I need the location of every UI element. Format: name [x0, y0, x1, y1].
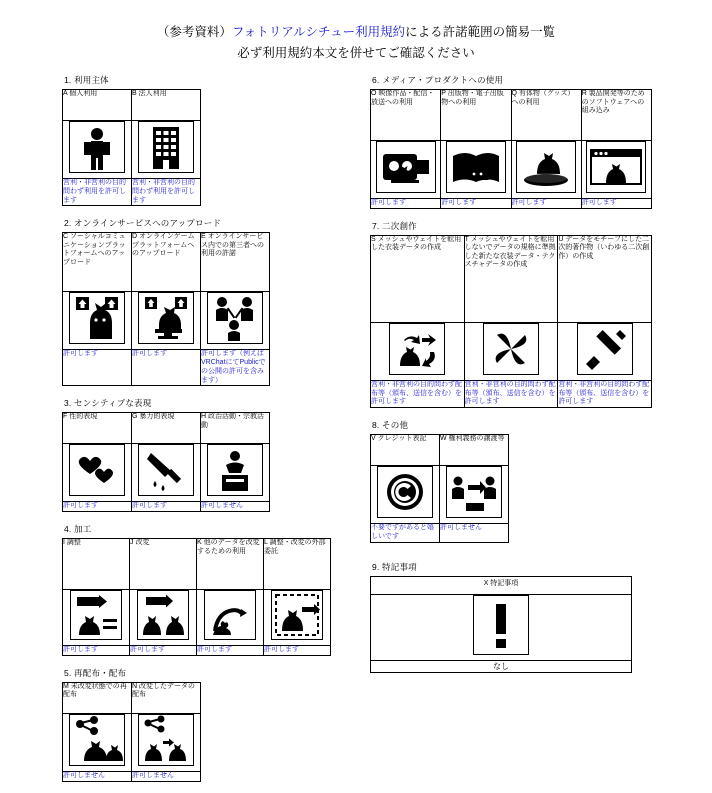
- book-cat-icon: [446, 141, 506, 193]
- left-column: [62, 74, 340, 793]
- table-row-permissions: [63, 350, 270, 386]
- table-row-icons: [371, 322, 652, 380]
- cell-header-O: O 映像作品・配信・放送への利用: [371, 90, 441, 141]
- cell-header-C: C ソーシャルコミュニケーションプラットフォームへのアップロード: [63, 233, 132, 292]
- page-title: [0, 22, 712, 65]
- table-row-header: [63, 233, 270, 292]
- other-data-icon: [204, 590, 256, 640]
- cell-icon-M: [63, 713, 132, 771]
- software-window-icon: [586, 141, 646, 193]
- table-row-icons: [63, 590, 331, 646]
- cell-header-X: X 特記事項: [371, 576, 632, 594]
- section-7: [370, 220, 652, 408]
- section-2-table: [62, 232, 270, 386]
- cell-header-U: U データをモチーフにした二次的著作物（いわゆる二次創作）の作成: [558, 235, 652, 322]
- section-9-heading: 9. 特記事項: [372, 561, 417, 572]
- upload-monitor-icon: [138, 292, 194, 344]
- section-6-table: [370, 89, 652, 209]
- cell-header-G: G 暴力的表現: [132, 413, 201, 444]
- cell-icon-S: [371, 322, 465, 380]
- cell-icon-F: [63, 444, 132, 502]
- cell-header-P: P 出版物・電子出版物への利用: [441, 90, 511, 141]
- table-row-permissions: [371, 199, 652, 209]
- section-6-heading: 6. メディア・プロダクトへの使用: [372, 75, 504, 85]
- cell-icon-V: [371, 466, 440, 524]
- cell-perm-N: 許可しません: [132, 771, 201, 781]
- table-row-permissions: [63, 646, 331, 656]
- section-7-table: [370, 235, 652, 408]
- table-row-permissions: [371, 380, 652, 407]
- table-row-icons: [371, 466, 509, 524]
- title-subline: 必ず利用規約本文を併せてご確認ください: [237, 46, 475, 61]
- cell-perm-F: 許可します: [63, 502, 132, 512]
- cell-perm-V: 不要ですがあると嬉しいです: [371, 524, 440, 543]
- section-8-heading: 8. その他: [372, 420, 409, 430]
- cell-perm-D: 許可します: [132, 350, 201, 386]
- section-3-heading: 3. センシティブな表現: [64, 398, 152, 409]
- table-row-header: [63, 413, 270, 444]
- cell-icon-B: [132, 121, 201, 179]
- cell-icon-E: [201, 292, 270, 350]
- cell-header-Q: Q 有体物（グッズ）への利用: [511, 90, 581, 141]
- cell-icon-C: [63, 292, 132, 350]
- mesh-reuse-icon: [389, 323, 445, 375]
- cell-perm-Q: 許可します: [511, 199, 581, 209]
- section-6: [370, 74, 652, 209]
- broadcast-cat-icon: [376, 141, 436, 193]
- cell-perm-B: 営利・非営利の目的問わず利用を許可します: [132, 179, 201, 206]
- table-row-header: [371, 435, 509, 466]
- section-1-heading: 1. 利用主体: [64, 75, 109, 85]
- section-3-table: [62, 412, 270, 512]
- cell-header-L: L 調整・改変の外部委託: [264, 539, 331, 590]
- cell-header-M: M 未改変状態での再配布: [63, 682, 132, 713]
- cell-header-W: W 権利義務の譲渡等: [440, 435, 509, 466]
- cell-header-T: T メッシュやウェイトを転用しないでデータの規格に準拠した新たな衣装データ・テクスチャデータの作成: [464, 235, 558, 322]
- table-row-header: [63, 90, 201, 121]
- cell-icon-P: [441, 141, 511, 199]
- cell-perm-K: 許可します: [197, 646, 264, 656]
- title-terms-link[interactable]: フォトリアルシチュー利用規約: [231, 25, 406, 39]
- cell-icon-W: [440, 466, 509, 524]
- building-icon: [138, 121, 194, 173]
- cell-icon-X: [371, 594, 632, 660]
- cell-header-K: K 他のデータを改変するための利用: [197, 539, 264, 590]
- table-row-header: [63, 682, 201, 713]
- section-8-table: [370, 434, 509, 543]
- share-cat-icon: [69, 714, 125, 766]
- cell-perm-W: 許可しません: [440, 524, 509, 543]
- section-4-heading: 4. 加工: [64, 524, 92, 534]
- cell-icon-Q: [511, 141, 581, 199]
- modify-cats-icon: [137, 590, 189, 640]
- cell-perm-R: 許可します: [581, 199, 651, 209]
- cell-icon-D: [132, 292, 201, 350]
- person-icon: [69, 121, 125, 173]
- distribute-modified-icon: [138, 714, 194, 766]
- cell-icon-H: [201, 444, 270, 502]
- podium-icon: [207, 444, 263, 496]
- section-8: [370, 419, 652, 543]
- cell-icon-A: [63, 121, 132, 179]
- cell-perm-C: 許可します: [63, 350, 132, 386]
- hearts-icon: [69, 444, 125, 496]
- section-2: [62, 217, 340, 386]
- section-9-table: [370, 576, 632, 673]
- cell-header-F: F 性的表現: [63, 413, 132, 444]
- table-row-header: [371, 235, 652, 322]
- cell-perm-P: 許可します: [441, 199, 511, 209]
- title-suffix: による許諾範囲の簡易一覧: [405, 25, 556, 39]
- table-row-icons: [63, 713, 201, 771]
- table-row-icons: [63, 444, 270, 502]
- cell-perm-T: 営利・非営利の目的問わず配布等（頒布、送信を含む）を許可します: [464, 380, 558, 407]
- cell-header-J: J 改変: [130, 539, 197, 590]
- table-row-permissions: [63, 771, 201, 781]
- cell-icon-I: [63, 590, 130, 646]
- cell-header-I: I 調整: [63, 539, 130, 590]
- cell-icon-L: [264, 590, 331, 646]
- cell-header-N: N 改変したデータの配布: [132, 682, 201, 713]
- upload-cat-icon: [69, 292, 125, 344]
- cell-perm-X: なし: [371, 660, 632, 672]
- table-row-icons: [63, 292, 270, 350]
- cell-perm-E: 許可します（例えばVRChatにてPublicでの公開の許可を含みます）: [201, 350, 270, 386]
- copyright-icon: [377, 466, 433, 518]
- cell-icon-T: [464, 322, 558, 380]
- section-5-heading: 5. 再配布・配布: [64, 667, 127, 678]
- title-prefix: （参考資料）: [156, 25, 232, 39]
- cell-icon-R: [581, 141, 651, 199]
- cell-header-A: A 個人利用: [63, 90, 132, 121]
- cell-header-R: R 製品開発等のためのソフトウェアへの組み込み: [581, 90, 651, 141]
- section-4: [62, 523, 340, 656]
- cell-icon-G: [132, 444, 201, 502]
- cell-perm-L: 許可します: [264, 646, 331, 656]
- section-7-heading: 7. 二次創作: [372, 220, 417, 231]
- table-row-permissions: [63, 502, 270, 512]
- goods-cat-icon: [516, 141, 576, 193]
- cell-perm-J: 許可します: [130, 646, 197, 656]
- cell-icon-U: [558, 322, 652, 380]
- section-5: [62, 667, 340, 782]
- section-9: [370, 561, 652, 673]
- section-3: [62, 397, 340, 512]
- cell-icon-J: [130, 590, 197, 646]
- outsource-icon: [271, 590, 323, 640]
- cell-perm-A: 営利・非営利の目的問わず利用を許可します: [63, 179, 132, 206]
- table-row-icons: [371, 141, 652, 199]
- cell-header-E: E オンラインサービス内での第三者への利用の許諾: [201, 233, 270, 292]
- new-costume-icon: [483, 323, 539, 375]
- table-row-header: [371, 576, 632, 594]
- third-party-icon: [207, 292, 263, 344]
- cell-header-S: S メッシュやウェイトを転用した衣装データの作成: [371, 235, 465, 322]
- brush-icon: [577, 323, 633, 375]
- section-5-table: [62, 682, 201, 782]
- cell-icon-N: [132, 713, 201, 771]
- table-row-header: [371, 90, 652, 141]
- right-column: [370, 74, 652, 684]
- cell-perm-O: 許可します: [371, 199, 441, 209]
- section-4-table: [62, 538, 331, 656]
- section-2-heading: 2. オンラインサービスへのアップロード: [64, 218, 222, 229]
- table-row-permissions: [63, 179, 201, 206]
- cell-header-B: B 法人利用: [132, 90, 201, 121]
- knife-icon: [138, 444, 194, 496]
- exclamation-icon: [473, 595, 529, 655]
- cell-perm-M: 許可しません: [63, 771, 132, 781]
- adjust-equal-icon: [70, 590, 122, 640]
- section-1: [62, 74, 340, 206]
- cell-header-V: V クレジット表記: [371, 435, 440, 466]
- cell-icon-K: [197, 590, 264, 646]
- table-row-permissions: [371, 524, 509, 543]
- section-1-table: [62, 89, 201, 206]
- cell-perm-H: 許可しません: [201, 502, 270, 512]
- cell-header-H: H 政治活動・宗教活動: [201, 413, 270, 444]
- cell-perm-I: 許可します: [63, 646, 130, 656]
- cell-perm-G: 許可します: [132, 502, 201, 512]
- cell-icon-O: [371, 141, 441, 199]
- cell-header-D: D オンラインゲームプラットフォームへのアップロード: [132, 233, 201, 292]
- table-row-permissions: [371, 660, 632, 672]
- table-row-icons: [63, 121, 201, 179]
- cell-perm-U: 営利・非営利の目的問わず配布等（頒布、送信を含む）を許可します: [558, 380, 652, 407]
- table-row-icons: [371, 594, 632, 660]
- cell-perm-S: 営利・非営利の目的問わず配布等（頒布、送信を含む）を許可します: [371, 380, 465, 407]
- transfer-icon: [446, 466, 502, 518]
- table-row-header: [63, 539, 331, 590]
